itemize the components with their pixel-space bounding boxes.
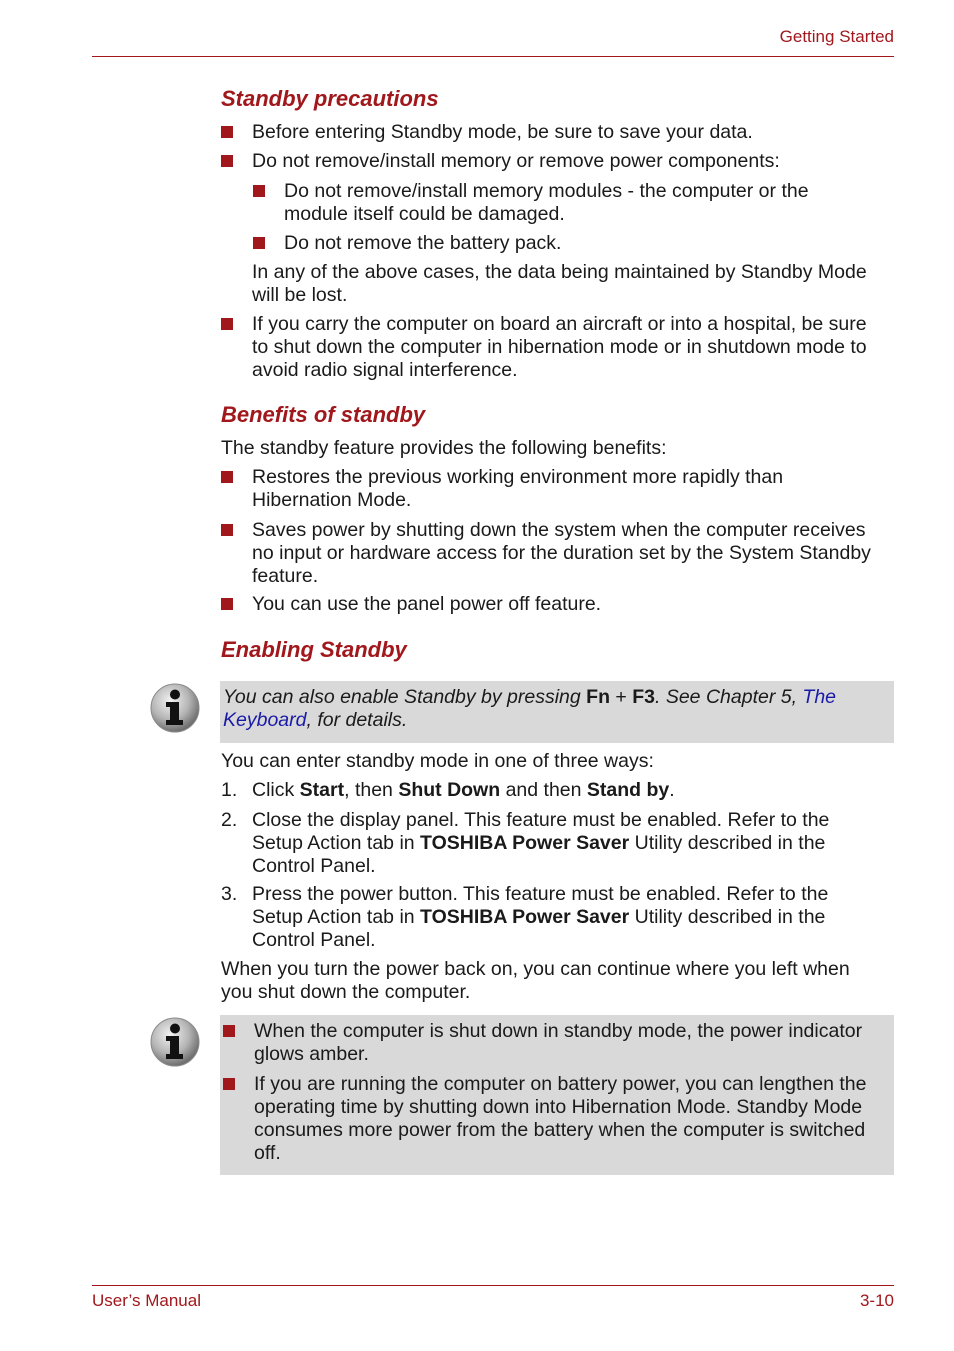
- bullet-square-icon: [221, 318, 233, 330]
- list-item-text: Do not remove the battery pack.: [284, 232, 562, 254]
- paragraph: You can enter standby mode in one of three ways:: [221, 750, 654, 772]
- list-item: [221, 593, 894, 616]
- heading-benefits-of-standby: Benefits of standby: [221, 402, 426, 427]
- list-item: [221, 121, 894, 144]
- note-list-item: [223, 1073, 888, 1165]
- step-text: Click Start, then Shut Down and then Stand by.: [252, 779, 675, 801]
- footer-manual-title: User’s Manual: [92, 1291, 201, 1310]
- paragraph: In any of the above cases, the data being maintained by Standby Mode will be lost.: [252, 261, 867, 306]
- step-number: 2.: [221, 809, 238, 831]
- bullet-square-icon: [221, 155, 233, 167]
- paragraph: When you turn the power back on, you can continue where you left when you shut down the computer.: [221, 958, 850, 1003]
- list-item-text: Saves power by shutting down the system when the computer receives no input or hardware access for the duration set by the System Standby feature.: [252, 519, 871, 587]
- list-item-text: If you carry the computer on board an aircraft or into a hospital, be sure to shut down the computer in hibernation mode or in shutdown mode to avoid radio signal interference.: [252, 313, 867, 381]
- note-box: [220, 681, 894, 743]
- running-header: Getting Started: [779, 27, 894, 46]
- bullet-square-icon: [221, 524, 233, 536]
- list-item: [221, 313, 894, 382]
- bullet-square-icon: [221, 598, 233, 610]
- info-icon: [149, 1016, 201, 1068]
- list-item-text: You can use the panel power off feature.: [252, 593, 602, 615]
- heading-enabling-standby: Enabling Standby: [221, 637, 407, 662]
- list-item: [221, 150, 894, 173]
- list-item: [221, 519, 894, 588]
- numbered-item: [221, 779, 894, 802]
- list-item: [221, 466, 894, 512]
- step-number: 3.: [221, 883, 238, 905]
- note-box: [220, 1015, 894, 1175]
- numbered-item: [221, 809, 894, 878]
- list-item-text: Before entering Standby mode, be sure to save your data.: [252, 121, 753, 143]
- step-text: Press the power button. This feature must be enabled. Refer to the Setup Action tab in TOSHIBA Power Saver Utility described in the Control Panel.: [252, 883, 829, 951]
- list-item-text: If you are running the computer on battery power, you can lengthen the operating time by shutting down into Hibernation Mode. Standby Mode consumes more power from the battery when the computer is switched off.: [254, 1073, 867, 1164]
- list-item-text: Restores the previous working environment more rapidly than Hibernation Mode.: [252, 466, 784, 511]
- paragraph: The standby feature provides the following benefits:: [221, 437, 667, 459]
- list-item-text: When the computer is shut down in standby mode, the power indicator glows amber.: [254, 1020, 863, 1065]
- chapter-link[interactable]: The: [802, 686, 837, 708]
- note-list-item: [223, 1020, 888, 1066]
- sub-list-item: [253, 232, 894, 255]
- page-number: 3-10: [859, 1291, 894, 1310]
- info-icon: [149, 682, 201, 734]
- footer-rule: [92, 1285, 894, 1286]
- header-rule: [92, 56, 894, 57]
- chapter-link[interactable]: Keyboard: [223, 709, 307, 731]
- step-number: 1.: [221, 779, 238, 801]
- numbered-item: [221, 883, 894, 952]
- list-item-text: Do not remove/install memory modules - the computer or the module itself could be damaged.: [284, 180, 809, 225]
- note-text: You can also enable Standby by pressing Fn + F3. See Chapter 5, The Keyboard, for details.: [223, 686, 837, 731]
- bullet-square-icon: [221, 471, 233, 483]
- bullet-square-icon: [223, 1025, 235, 1037]
- list-item-text: Do not remove/install memory or remove power components:: [252, 150, 780, 172]
- bullet-square-icon: [253, 185, 265, 197]
- bullet-square-icon: [223, 1078, 235, 1090]
- bullet-square-icon: [221, 126, 233, 138]
- heading-standby-precautions: Standby precautions: [221, 86, 439, 111]
- bullet-square-icon: [253, 237, 265, 249]
- sub-list-item: [253, 180, 894, 226]
- step-text: Close the display panel. This feature must be enabled. Refer to the Setup Action tab in TOSHIBA Power Saver Utility described in the Control Panel.: [252, 809, 830, 877]
